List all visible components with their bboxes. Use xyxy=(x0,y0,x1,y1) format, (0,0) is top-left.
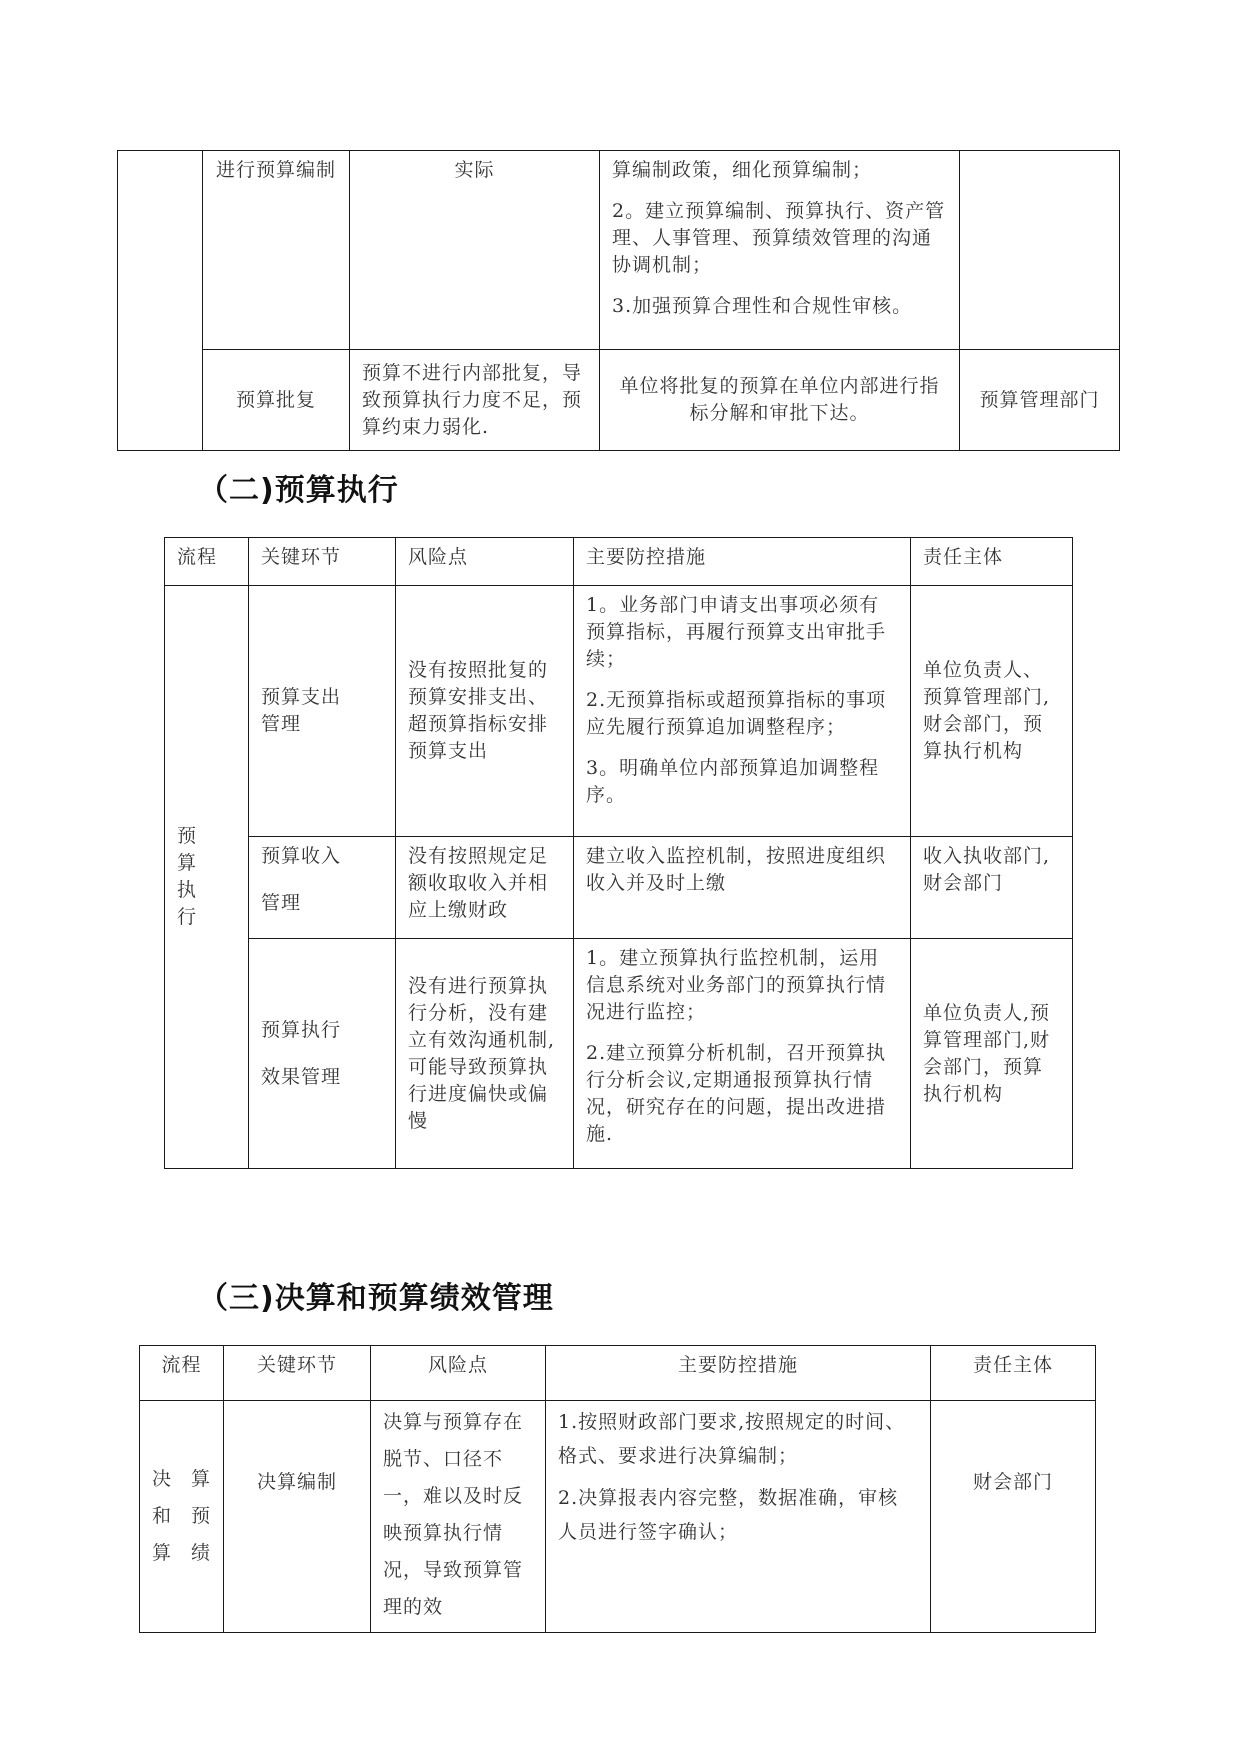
risk-cell: 没有按照批复的预算安排支出、超预算指标安排预算支出 xyxy=(396,586,574,837)
owner-cell: 收入执收部门,财会部门 xyxy=(911,837,1073,939)
key-step-cell: 预算批复 xyxy=(203,350,350,451)
key-step-cell: 预算支出 管理 xyxy=(249,586,396,837)
header-key-step: 关键环节 xyxy=(249,538,396,586)
key-step-cell: 决算编制 xyxy=(224,1401,371,1633)
risk-cell: 预算不进行内部批复，导致预算执行力度不足，预算约束力弱化. xyxy=(350,350,600,451)
header-risk: 风险点 xyxy=(396,538,574,586)
owner-cell: 预算管理部门 xyxy=(960,350,1120,451)
key-step-cell: 进行预算编制 xyxy=(203,151,350,350)
measures-cell xyxy=(574,586,911,837)
budget-execution-table xyxy=(164,537,1073,1169)
risk-cell: 没有进行预算执行分析，没有建立有效沟通机制,可能导致预算执行进度偏快或偏慢 xyxy=(396,939,574,1169)
measure-item: 1。建立预算执行监控机制，运用信息系统对业务部门的预算执行情况进行监控； xyxy=(586,947,887,1023)
process-cell-final-accounts: 决 算 和 预 算 绩 xyxy=(140,1401,224,1633)
key-step-cell: 预算执行 效果管理 xyxy=(249,939,396,1169)
measure-item: 算编制政策，细化预算编制； xyxy=(612,159,873,181)
budget-preparation-table-continued xyxy=(117,150,1120,451)
header-measures: 主要防控措施 xyxy=(574,538,911,586)
header-measures: 主要防控措施 xyxy=(546,1346,931,1401)
measure-item: 3.加强预算合理性和合规性审核。 xyxy=(612,295,913,317)
final-accounts-table xyxy=(139,1345,1096,1633)
process-cell-budget-execution: 预 算 执 行 xyxy=(165,586,249,1169)
header-process: 流程 xyxy=(165,538,249,586)
header-process: 流程 xyxy=(140,1346,224,1401)
owner-cell: 财会部门 xyxy=(931,1401,1096,1633)
process-cell xyxy=(118,151,203,451)
measure-item: 1。业务部门申请支出事项必须有预算指标，再履行预算支出审批手续； xyxy=(586,594,887,670)
measure-item: 2.决算报表内容完整，数据准确，审核人员进行签字确认； xyxy=(558,1487,899,1543)
owner-cell xyxy=(960,151,1120,350)
key-step-cell: 预算收入 管理 xyxy=(249,837,396,939)
measures-cell xyxy=(574,939,911,1169)
header-owner: 责任主体 xyxy=(911,538,1073,586)
owner-cell: 单位负责人、预算管理部门,财会部门，预算执行机构 xyxy=(911,586,1073,837)
section-heading-budget-execution: （二)预算执行 xyxy=(198,473,399,508)
header-risk: 风险点 xyxy=(371,1346,546,1401)
risk-cell: 实际 xyxy=(350,151,600,350)
section-heading-final-accounts: （三)决算和预算绩效管理 xyxy=(198,1281,554,1316)
measure-item: 1.按照财政部门要求,按照规定的时间、格式、要求进行决算编制； xyxy=(558,1411,906,1467)
header-key-step: 关键环节 xyxy=(224,1346,371,1401)
risk-cell: 决算与预算存在脱节、口径不一，难以及时反映预算执行情况，导致预算管理的效 xyxy=(371,1401,546,1633)
measure-item: 2.无预算指标或超预算指标的事项应先履行预算追加调整程序； xyxy=(586,689,887,738)
measures-cell xyxy=(546,1401,931,1633)
measure-item: 3。明确单位内部预算追加调整程序。 xyxy=(586,757,880,806)
measures-cell: 建立收入监控机制，按照进度组织收入并及时上缴 xyxy=(574,837,911,939)
risk-cell: 没有按照规定足额收取收入并相应上缴财政 xyxy=(396,837,574,939)
measure-item: 2。建立预算编制、预算执行、资产管理、人事管理、预算绩效管理的沟通协调机制； xyxy=(612,200,946,276)
measures-cell xyxy=(600,151,960,350)
measures-cell: 单位将批复的预算在单位内部进行指标分解和审批下达。 xyxy=(600,350,960,451)
owner-cell: 单位负责人,预算管理部门,财会部门，预算执行机构 xyxy=(911,939,1073,1169)
measure-item: 2.建立预算分析机制，召开预算执行分析会议,定期通报预算执行情况，研究存在的问题，提出改进措施. xyxy=(586,1042,887,1145)
header-owner: 责任主体 xyxy=(931,1346,1096,1401)
